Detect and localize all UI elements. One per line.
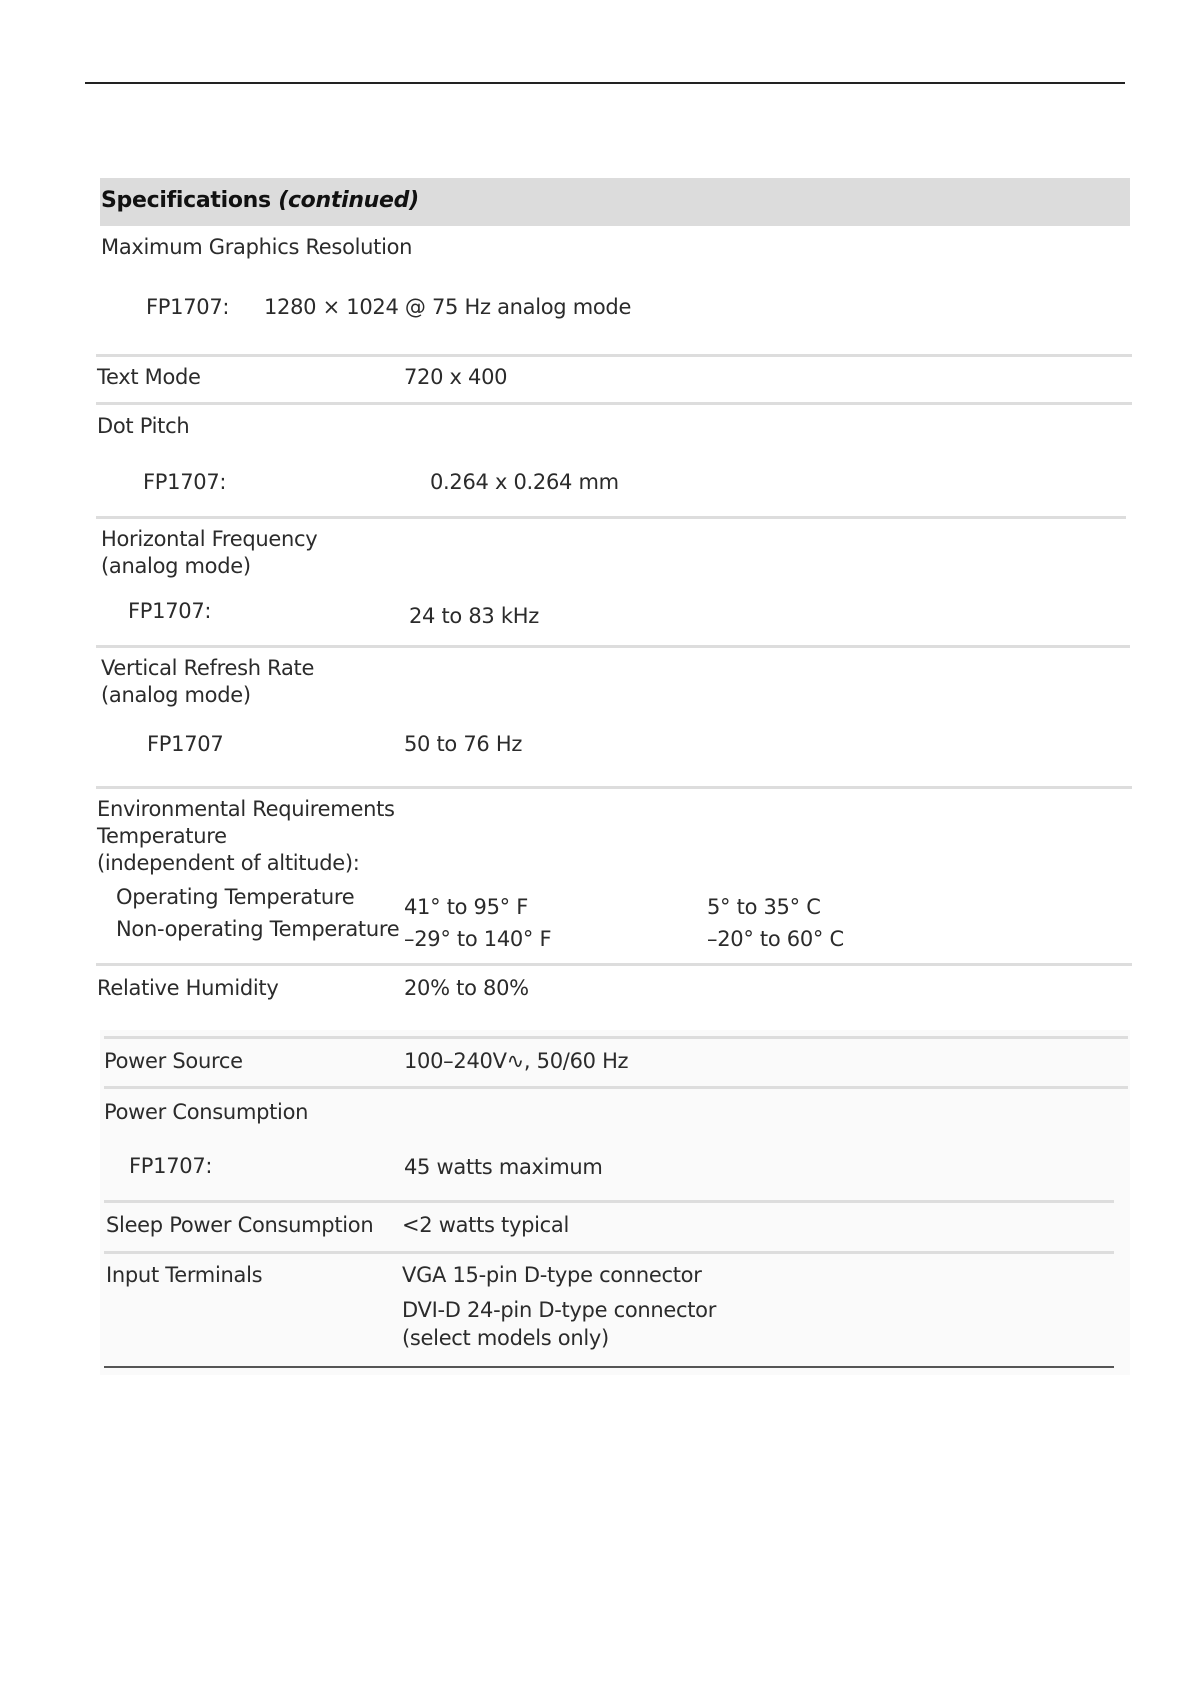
page-top-rule	[85, 82, 1125, 84]
max-res-model: FP1707:	[146, 295, 230, 319]
sleep-power-value: <2 watts typical	[402, 1213, 570, 1237]
power-source-label: Power Source	[104, 1049, 243, 1073]
power-consumption-value: 45 watts maximum	[404, 1155, 603, 1179]
row-divider	[96, 516, 1126, 519]
dot-pitch-model: FP1707:	[143, 470, 227, 494]
v-refresh-model: FP1707	[147, 732, 224, 756]
max-res-label: Maximum Graphics Resolution	[101, 235, 413, 259]
text-mode-value: 720 x 400	[404, 365, 508, 389]
nonoperating-temp-label: Non-operating Temperature	[116, 917, 400, 941]
humidity-value: 20% to 80%	[404, 976, 529, 1000]
section-title-continued: (continued)	[278, 188, 419, 213]
section-title-text: Specifications	[101, 188, 271, 213]
table-bottom-rule	[104, 1366, 1114, 1368]
h-freq-label-line2: (analog mode)	[101, 554, 251, 578]
row-divider	[104, 1200, 1114, 1203]
power-consumption-model: FP1707:	[129, 1154, 213, 1178]
input-terminals-label: Input Terminals	[106, 1263, 263, 1287]
nonoperating-temp-c: –20° to 60° C	[707, 927, 844, 951]
row-divider	[104, 1251, 1114, 1254]
h-freq-value: 24 to 83 kHz	[409, 604, 539, 628]
row-divider	[104, 1036, 1128, 1039]
sleep-power-label: Sleep Power Consumption	[106, 1213, 374, 1237]
nonoperating-temp-f: –29° to 140° F	[404, 927, 552, 951]
section-title	[101, 188, 419, 213]
input-terminals-value-line3: (select models only)	[402, 1326, 609, 1350]
humidity-label: Relative Humidity	[97, 976, 279, 1000]
dot-pitch-label: Dot Pitch	[97, 414, 190, 438]
row-divider	[104, 1086, 1128, 1089]
env-label-line1: Environmental Requirements	[97, 797, 395, 821]
v-refresh-label-line1: Vertical Refresh Rate	[101, 656, 315, 680]
v-refresh-value: 50 to 76 Hz	[404, 732, 523, 756]
max-res-value: 1280 × 1024 @ 75 Hz analog mode	[264, 295, 632, 319]
row-divider	[96, 402, 1132, 405]
operating-temp-label: Operating Temperature	[116, 885, 355, 909]
input-terminals-value-line1: VGA 15-pin D-type connector	[402, 1263, 702, 1287]
row-divider	[96, 645, 1130, 648]
power-source-value: 100–240V∿, 50/60 Hz	[404, 1049, 629, 1073]
row-divider	[96, 963, 1132, 966]
power-consumption-label: Power Consumption	[104, 1100, 309, 1124]
text-mode-label: Text Mode	[97, 365, 201, 389]
row-divider	[96, 354, 1132, 357]
v-refresh-label-line2: (analog mode)	[101, 683, 251, 707]
env-label-line2: Temperature	[97, 824, 227, 848]
env-label-line3: (independent of altitude):	[97, 851, 360, 875]
h-freq-label-line1: Horizontal Frequency	[101, 527, 318, 551]
input-terminals-value-line2: DVI-D 24-pin D-type connector	[402, 1298, 717, 1322]
row-divider	[96, 786, 1132, 789]
h-freq-model: FP1707:	[128, 599, 212, 623]
operating-temp-f: 41° to 95° F	[404, 895, 529, 919]
operating-temp-c: 5° to 35° C	[707, 895, 821, 919]
specifications-header	[100, 178, 1130, 226]
dot-pitch-value: 0.264 x 0.264 mm	[430, 470, 619, 494]
